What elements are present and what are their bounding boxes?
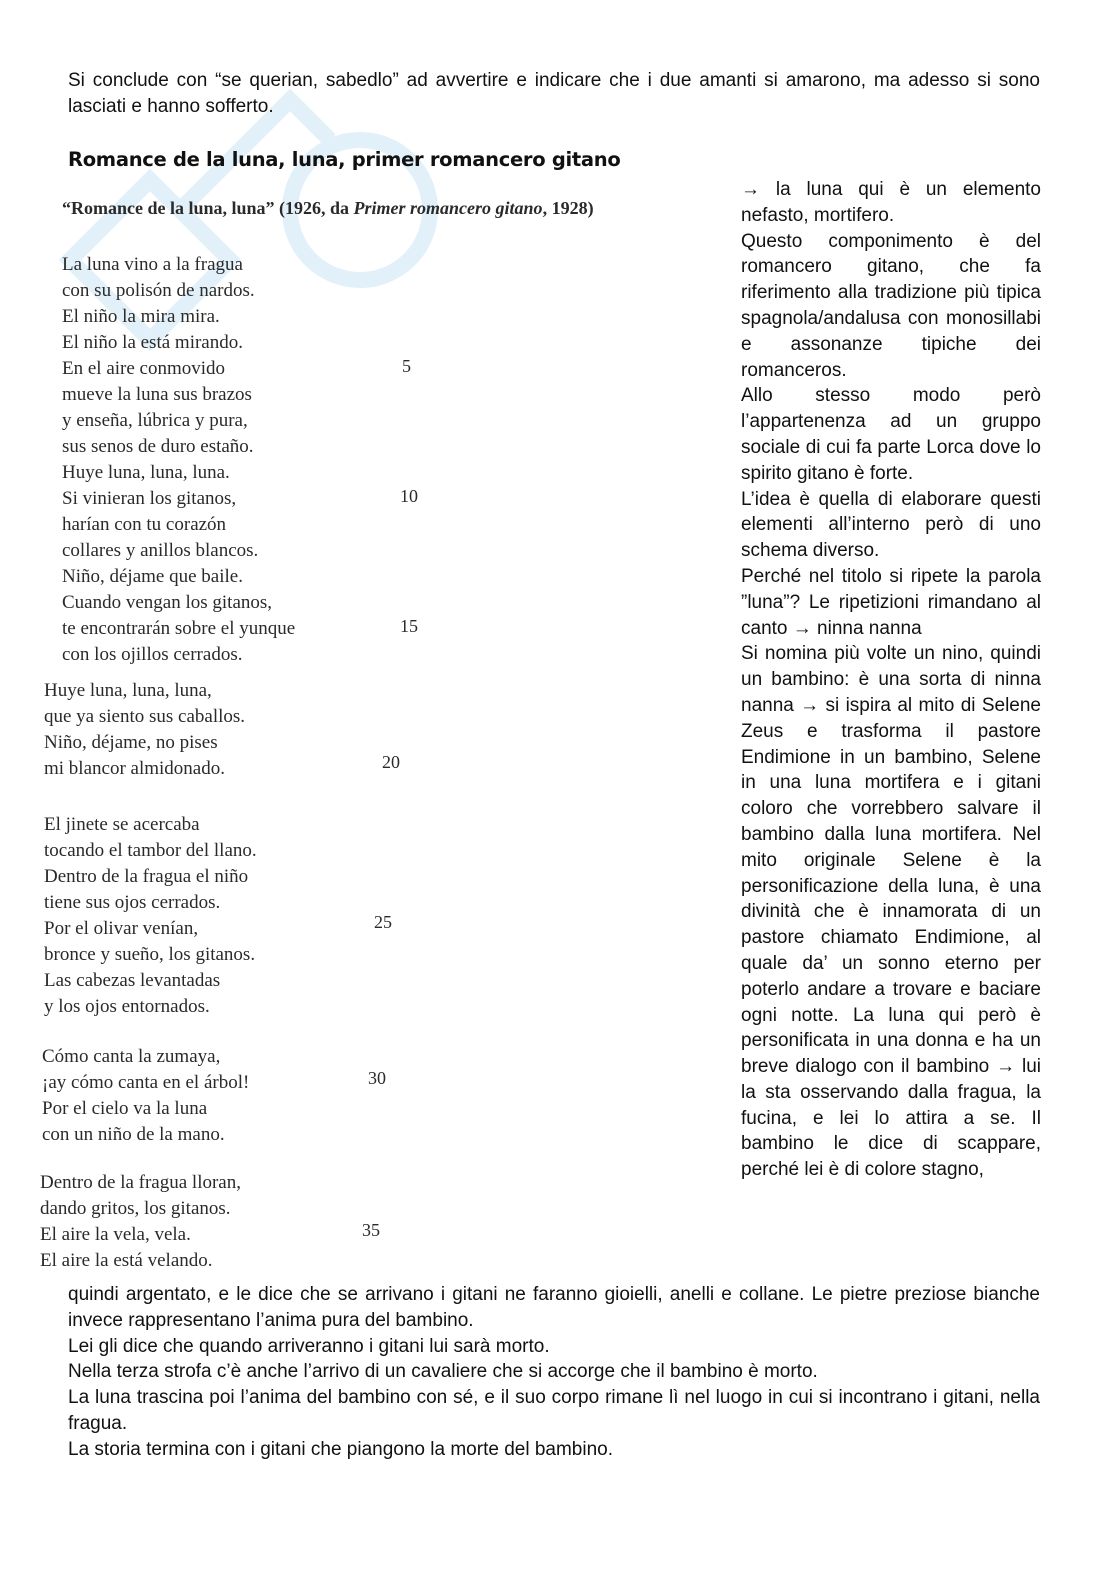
poem-verse: La luna vino a la fragua: [62, 254, 243, 275]
line-number: 10: [400, 486, 418, 506]
poem-verse: ¡ay cómo canta en el árbol!: [42, 1072, 250, 1093]
poem-verse: Si vinieran los gitanos,: [62, 488, 237, 509]
commentary-paragraph: Questo componimento è del romancero gitano, che fa riferimento alla tradizione più tipica spagnola/andalusa con monosillabi e assonanze tipiche dei romanceros.: [741, 230, 1041, 381]
poem-verse: que ya siento sus caballos.: [44, 706, 246, 727]
poem-verse: Huye luna, luna, luna.: [62, 462, 230, 483]
poem-verse: Cuando vengan los gitanos,: [62, 592, 273, 613]
commentary-paragraph: Nella terza strofa c’è anche l’arrivo di un cavaliere che si accorge che il bambino è morto.: [68, 1361, 818, 1383]
intro-paragraph: Si conclude con “se querian, sabedlo” ad avvertire e indicare che i due amanti si amarono, ma adesso si sono lasciati e hanno sofferto.: [68, 70, 1040, 117]
commentary-paragraph: Lei gli dice che quando arriveranno i gitani lui sarà morto.: [68, 1335, 550, 1357]
poem-verse: El aire la vela, vela.: [40, 1224, 191, 1245]
poem-verse: con su polisón de nardos.: [62, 280, 255, 301]
poem-heading: [62, 198, 594, 219]
line-number: 30: [368, 1068, 386, 1088]
poem-verse: mueve la luna sus brazos: [62, 384, 252, 405]
poem-verse: harían con tu corazón: [62, 514, 227, 535]
commentary-paragraph: L’idea è quella di elaborare questi elementi all’interno però di uno schema diverso.: [741, 488, 1041, 562]
poem-verse: y enseña, lúbrica y pura,: [62, 410, 248, 431]
poem-verse: El jinete se acercaba: [44, 814, 200, 835]
bottom-commentary: [68, 1282, 1040, 1463]
section-title: Romance de la luna, luna, primer romancero gitano: [68, 148, 621, 171]
poem-verse: El aire la está velando.: [40, 1250, 213, 1271]
poem-verse: Niño, déjame que baile.: [62, 566, 243, 587]
poem-verse: Por el cielo va la luna: [42, 1098, 208, 1119]
poem-verse: tiene sus ojos cerrados.: [44, 892, 221, 913]
commentary-paragraph: Perché nel titolo si ripete la parola ”luna”? Le ripetizioni rimandano al canto → ninna nanna: [741, 565, 1041, 639]
poem-scan: [40, 196, 730, 1276]
poem-verse: Por el olivar venían,: [44, 918, 199, 939]
poem-verse: sus senos de duro estaño.: [62, 436, 254, 457]
poem-verse: con los ojillos cerrados.: [62, 644, 243, 665]
poem-verse: Dentro de la fragua el niño: [44, 866, 249, 887]
poem-verse: Dentro de la fragua lloran,: [40, 1172, 241, 1193]
poem-verse: y los ojos entornados.: [44, 996, 210, 1017]
poem-verse: te encontrarán sobre el yunque: [62, 618, 296, 639]
poem-verse: tocando el tambor del llano.: [44, 840, 257, 861]
poem-heading-suffix: , 1928): [542, 198, 594, 218]
line-number: 25: [374, 912, 392, 932]
poem-verse: En el aire conmovido: [62, 358, 226, 379]
poem-verse: El niño la mira mira.: [62, 306, 220, 327]
line-number: 20: [382, 752, 400, 772]
commentary-paragraph: La storia termina con i gitani che piangono la morte del bambino.: [68, 1438, 613, 1460]
poem-verse: mi blancor almidonado.: [44, 758, 225, 779]
line-number: 5: [402, 356, 411, 376]
poem-verse: Cómo canta la zumaya,: [42, 1046, 221, 1067]
poem-heading-prefix: “Romance de la luna, luna” (1926, da: [62, 198, 354, 218]
poem-verse: Las cabezas levantadas: [44, 970, 221, 991]
commentary-paragraph: → la luna qui è un elemento nefasto, mortifero.: [741, 179, 1041, 226]
poem-verse: dando gritos, los gitanos.: [40, 1198, 231, 1219]
poem-verse: con un niño de la mano.: [42, 1124, 225, 1145]
line-number: 35: [362, 1220, 380, 1240]
line-number: 15: [400, 616, 418, 636]
side-commentary: [741, 177, 1041, 1183]
commentary-paragraph: Allo stesso modo però l’appartenenza ad un gruppo sociale di cui fa parte Lorca dove lo spirito gitano è forte.: [741, 385, 1041, 484]
commentary-paragraph: quindi argentato, e le dice che se arrivano i gitani ne faranno gioielli, anelli e collane. Le pietre preziose bianche invece rappresentano l’anima pura del bambino.: [68, 1284, 1040, 1331]
poem-verse: bronce y sueño, los gitanos.: [44, 944, 256, 965]
commentary-paragraph: Si nomina più volte un nino, quindi un bambino: è una sorta di ninna nanna → si ispira al mito di Selene Zeus e trasforma il pastore Endimione in un bambino, Selene in una luna mortifera e i gitani coloro che vorrebbero salvare il bambino dalla luna mortifera. Nel mito originale Selene è la personificazione della luna, è una divinità che è innamorata di un pastore chiamato Endimione, al quale da’ un sonno eterno per poterlo andare a trovare e baciare ogni notte. La luna qui però è personificata in una donna e ha un breve dialogo con il bambino → lui la sta osservando dalla fragua, la fucina, e lei lo attira a se. Il bambino le dice di scappare, perché lei è di colore stagno,: [741, 643, 1041, 1181]
commentary-paragraph: La luna trascina poi l’anima del bambino con sé, e il suo corpo rimane lì nel luogo in cui si incontrano i gitani, nella fragua.: [68, 1387, 1040, 1434]
poem-verse: collares y anillos blancos.: [62, 540, 259, 561]
poem-heading-italic: Primer romancero gitano: [353, 198, 543, 218]
poem-verse: Huye luna, luna, luna,: [44, 680, 212, 701]
poem-verse: El niño la está mirando.: [62, 332, 243, 353]
poem-verse: Niño, déjame, no pises: [44, 732, 218, 753]
